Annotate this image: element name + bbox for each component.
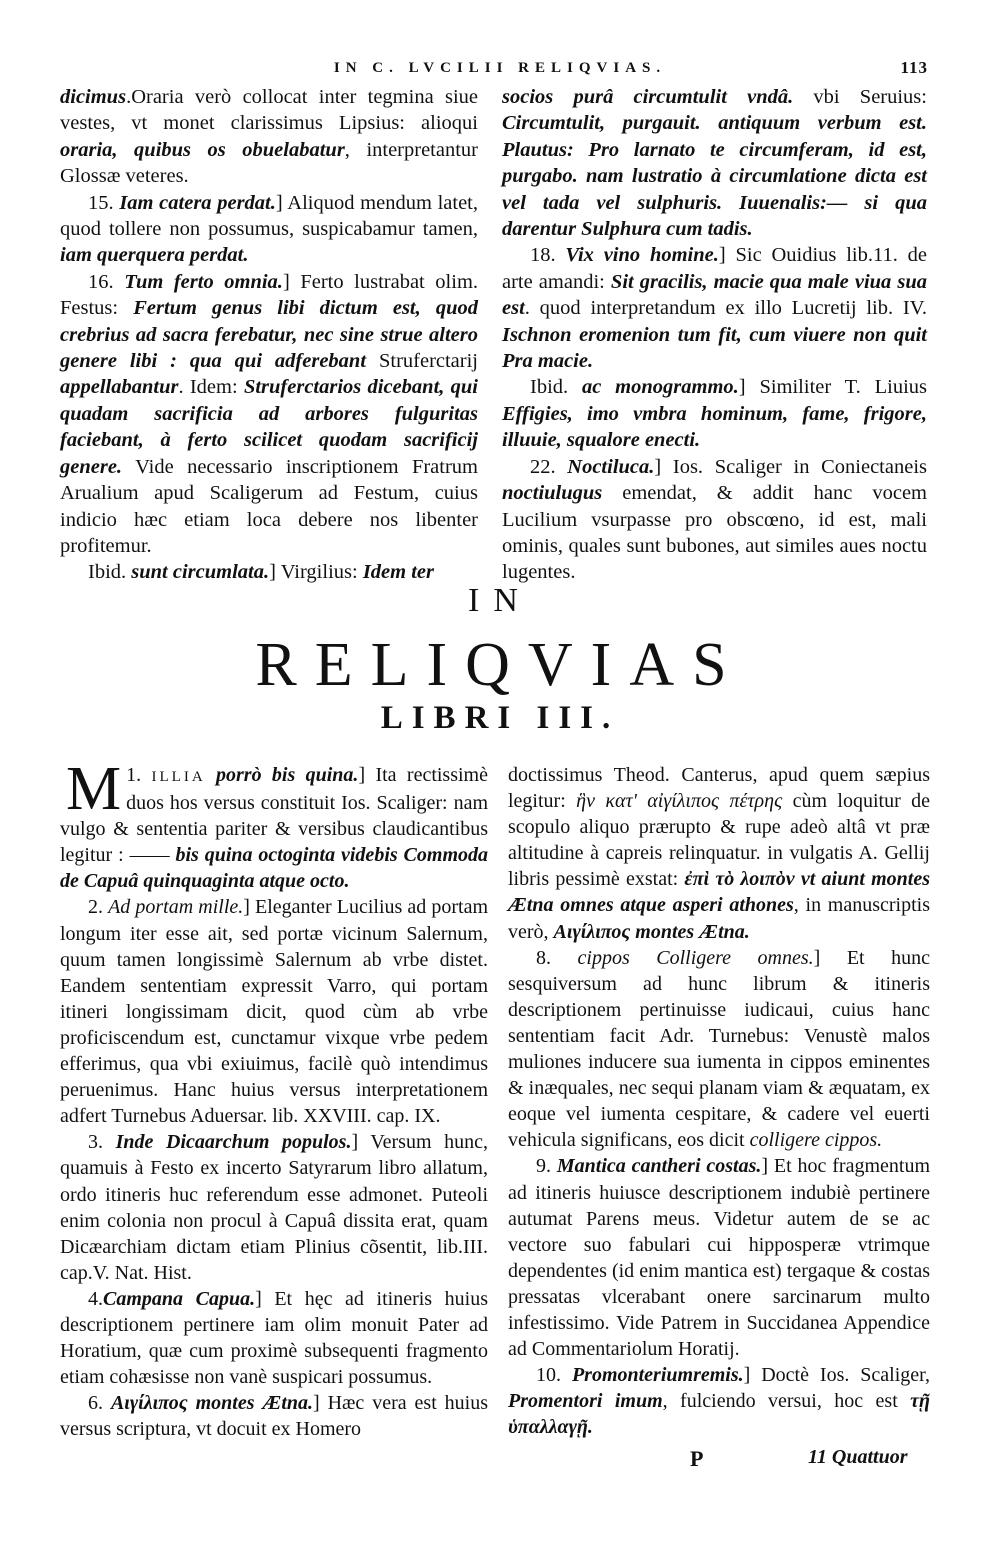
lemma: Noctiluca.: [567, 455, 655, 478]
lemma: Vix vino homine.: [565, 244, 719, 267]
quote: Circumtulit, purgauit. antiquum verbum est. Plautus: Pro larnato te circumferam, id est, purgabo. nam lustratio à circumlatione dicta est vel tada vel sulphuris. Iuuenalis:— si qua darentur Sulphura cum tadis.: [502, 112, 927, 241]
quote: appellabantur: [60, 376, 179, 399]
column-bottom-right: [508, 762, 930, 1440]
column-top-right: [502, 84, 927, 586]
text: ] Hæc vera est huius versus scriptura, vt docuit ex Homero: [60, 1392, 489, 1441]
note-10: [508, 1362, 930, 1440]
lemma: Promonteriumremis.: [571, 1364, 744, 1387]
column-top-left: [60, 84, 478, 586]
text: , fulciendo versui, hoc est: [662, 1390, 911, 1413]
running-title: IN C. LVCILII RELIQVIAS.: [333, 60, 667, 76]
text: ] Eleganter Lucilius ad portam longum iter esse ait, sed portæ vicinum Salernum, quum tamen longissimè Salernum ab vrbe distet. Eandem sententiam expressit Varro, qui portam itineri longissimam dicit, quod cùm ab vrbe proficiscendum est, cunctamur vixque vrbe pedem efferimus, qua vbi exiuimus, facilè quò intendimus peruenimus. Hanc huius versus interpretationem adfert Turnebus Aduersar. lib. XXVIII. cap. IX.: [60, 896, 489, 1128]
text: ] Ferto lustrabat olim. Festus:: [60, 270, 479, 320]
text: , in manuscriptis verò,: [508, 894, 930, 943]
text: Struferctarij: [366, 350, 479, 373]
small-caps-word: ILLIA: [151, 769, 206, 785]
greek-quote: ἣν κατ' αἰγίλιπος πέτρης: [576, 790, 783, 813]
note-number: 2.: [88, 896, 103, 919]
note-number: 4.: [88, 1287, 103, 1310]
text: . quod interpretandum ex illo Lucretij lib. IV.: [524, 297, 927, 320]
quote: Promentori imum: [508, 1390, 663, 1413]
lemma: ac monogrammo.: [582, 376, 739, 399]
quote: socios purâ circumtulit vndâ.: [502, 86, 794, 108]
quote: oraria, quibus os obuelabatur: [60, 138, 345, 161]
paragraph: [60, 84, 478, 190]
quote: noctiulugus: [502, 482, 603, 505]
note-6: [60, 1390, 488, 1442]
note-3: [60, 1129, 488, 1286]
paragraph: [502, 84, 927, 242]
note-number: 15.: [88, 191, 114, 214]
catchword: 11 Quattuor: [808, 1446, 908, 1468]
note-8: [508, 945, 930, 1154]
lemma: Iam catera perdat.: [119, 191, 276, 214]
section-title-reliquias: RELIQVIAS: [255, 631, 745, 699]
lemma: Tum ferto omnia.: [124, 270, 283, 293]
text: cùm loquitur de scopulo aliquo prærupto & rupe adeò altâ vt præ altitudine à capreis relinquatur. in vulgatis A. Gellij libris pessimè exstat:: [508, 790, 931, 891]
note-9: [508, 1153, 930, 1362]
text: ] Versum hunc, quamuis à Festo ex incerto Satyrarum libro allatum, ordo itineris huc referendum esse admonet. Puteoli enim colonia non procul à Capuâ dissita erat, quam Dicæarchiam dictam etiam Plinius cõsentit, lib.III. cap.V. Nat. Hist.: [60, 1131, 488, 1284]
text: ] Virgilius:: [269, 561, 363, 584]
text: . Idem:: [178, 376, 244, 399]
text: vbi Seruius:: [793, 86, 927, 108]
ibid: Ibid.: [88, 561, 127, 584]
ibid: Ibid.: [530, 376, 569, 399]
quote: iam querquera perdat.: [60, 244, 249, 267]
text: ] Sic Ouidius lib.11. de arte amandi:: [502, 244, 927, 293]
lemma: porrò bis quina.: [205, 764, 359, 786]
note-number: 3.: [88, 1131, 103, 1154]
quote: bis quina octoginta videbis Commoda de Capuâ quinquaginta atque octo.: [60, 844, 489, 893]
text: , interpretantur Glossæ veteres.: [60, 138, 478, 188]
lemma: Ad portam mille.: [108, 896, 244, 919]
lemma: cippos Colligere omnes.: [577, 946, 814, 969]
signature-mark: P: [690, 1446, 704, 1471]
note-number: 8.: [536, 946, 551, 969]
lemma: dicimus: [60, 86, 127, 108]
lemma: Inde Dicaarchum populos.: [115, 1131, 352, 1154]
note-22: [502, 454, 927, 586]
paragraph: [508, 762, 930, 945]
note-number: 6.: [88, 1392, 103, 1415]
text: .Oraria verò collocat inter tegmina siue vestes, vt monet clarissimus Lipsius: alioqui: [60, 86, 478, 135]
text: doctissimus Theod. Canterus, apud quem sæpius legitur:: [508, 764, 930, 813]
text: ] Et hęc ad itineris huius descriptionem pertinere iam olim monuit Pater ad Horatium, quæ cum proximè subsequenti fragmento etiam cohæsisse non vanè suspicari possumus.: [60, 1287, 488, 1389]
note-number: 18.: [530, 244, 556, 267]
note-18: [502, 242, 927, 374]
section-title-in: IN: [468, 582, 532, 619]
quote: Idem ter: [362, 561, 434, 584]
note-number: 1.: [126, 764, 142, 786]
column-bottom-left: [60, 755, 489, 1442]
lemma: Mantica cantheri costas.: [556, 1155, 762, 1178]
drop-cap: M: [66, 755, 121, 823]
note-number: 10.: [536, 1364, 561, 1387]
section-title-libri: LIBRI III.: [380, 700, 620, 736]
text: ] Et hoc fragmentum ad itineris huiusce descriptionem indubiè pertinere autumat Parens meus. Videtur autem de se ac vectore suo fabulari cui hipposperæ vtrimque dependentes (id enim mantica est) tergaque & costas pressatas vlcerabant onere sarcinarum multo infestissimo. Vide Patrem in Succidanea Appendice ad Commentariolum Horatij.: [508, 1155, 931, 1361]
lemma: Αιγίλιπος montes Ætna.: [110, 1392, 314, 1415]
quote: Αιγίλιπος montes Ætna.: [553, 920, 750, 943]
lemma: Campana Capua.: [103, 1287, 256, 1310]
note-ibid: [502, 374, 927, 453]
note-16: [60, 269, 478, 559]
note-4: [60, 1286, 488, 1390]
running-head: [60, 58, 940, 84]
quote: Effigies, imo vmbra hominum, fame, frigore, illuuie, squalore enecti.: [502, 402, 927, 452]
quote: ἐπὶ τὸ λοιπὸν vt aiunt montes Ætna omnes atque asperi athones: [508, 868, 930, 917]
text: ] Doctè Ios. Scaliger,: [743, 1364, 931, 1387]
quote: Struferctarios dicebant, qui quadam sacrificia ad arbores fulguritas faciebant, à ferto scilicet quodam sacrificij genere.: [60, 376, 478, 478]
text: ] Ita rectissimè duos hos versus constituit Ios. Scaliger: nam vulgo & sententia pariter & versibus claudicantibus legitur : ——: [60, 764, 488, 867]
quote: Fertum genus libi dictum est, quod crebrius ad sacra ferebatur, nec sine strue altero genere libi : qua qui adferebant: [60, 297, 478, 373]
note-1: [60, 755, 489, 894]
note-15: [60, 190, 478, 269]
lemma: sunt circumlata.: [131, 561, 270, 584]
text: emendat, & addit hanc vocem Lucilium vsurpasse pro obscœno, id est, mali ominis, quales sunt bubones, aut similes aues noctu lugentes.: [502, 482, 927, 584]
note-2: [60, 894, 488, 1129]
note-number: 9.: [536, 1155, 551, 1178]
text: ] Aliquod mendum latet, quod tollere non possumus, suspicabamur tamen,: [60, 191, 478, 241]
note-number: 16.: [88, 270, 114, 293]
note-number: 22.: [530, 455, 556, 478]
greek-quote: τῇ ὑπαλλαγῇ.: [508, 1390, 931, 1439]
text: ] Ios. Scaliger in Coniectaneis: [654, 455, 927, 478]
quote: Sit gracilis, macie qua male viua sua est: [502, 270, 927, 320]
quote: Ischnon eromenion tum fit, cum viuere non quit Pra macie.: [502, 323, 927, 373]
text: ] Similiter T. Liuius: [738, 376, 927, 399]
quote: colligere cippos.: [749, 1129, 883, 1152]
page-number: 113: [900, 58, 928, 77]
text: Vide necessario inscriptionem Fratrum Arualium apud Scaligerum ad Festum, cuius indicio hæc etiam loca debere nos libenter profitemur.: [60, 455, 478, 557]
text: ] Et hunc sesquiversum ad hunc librum & itineris descriptionem pertinuisse iudicaui, cuius hanc sententiam facit Adr. Turnebus: Venustè malos muliones inducere sua iumenta in cippos eminentes & inæquales, nec sequi planam viam & æquatam, ex eoque vel iumenta cespitare, & cadere vel euerti vehicula significans, eos dicit: [508, 946, 931, 1152]
